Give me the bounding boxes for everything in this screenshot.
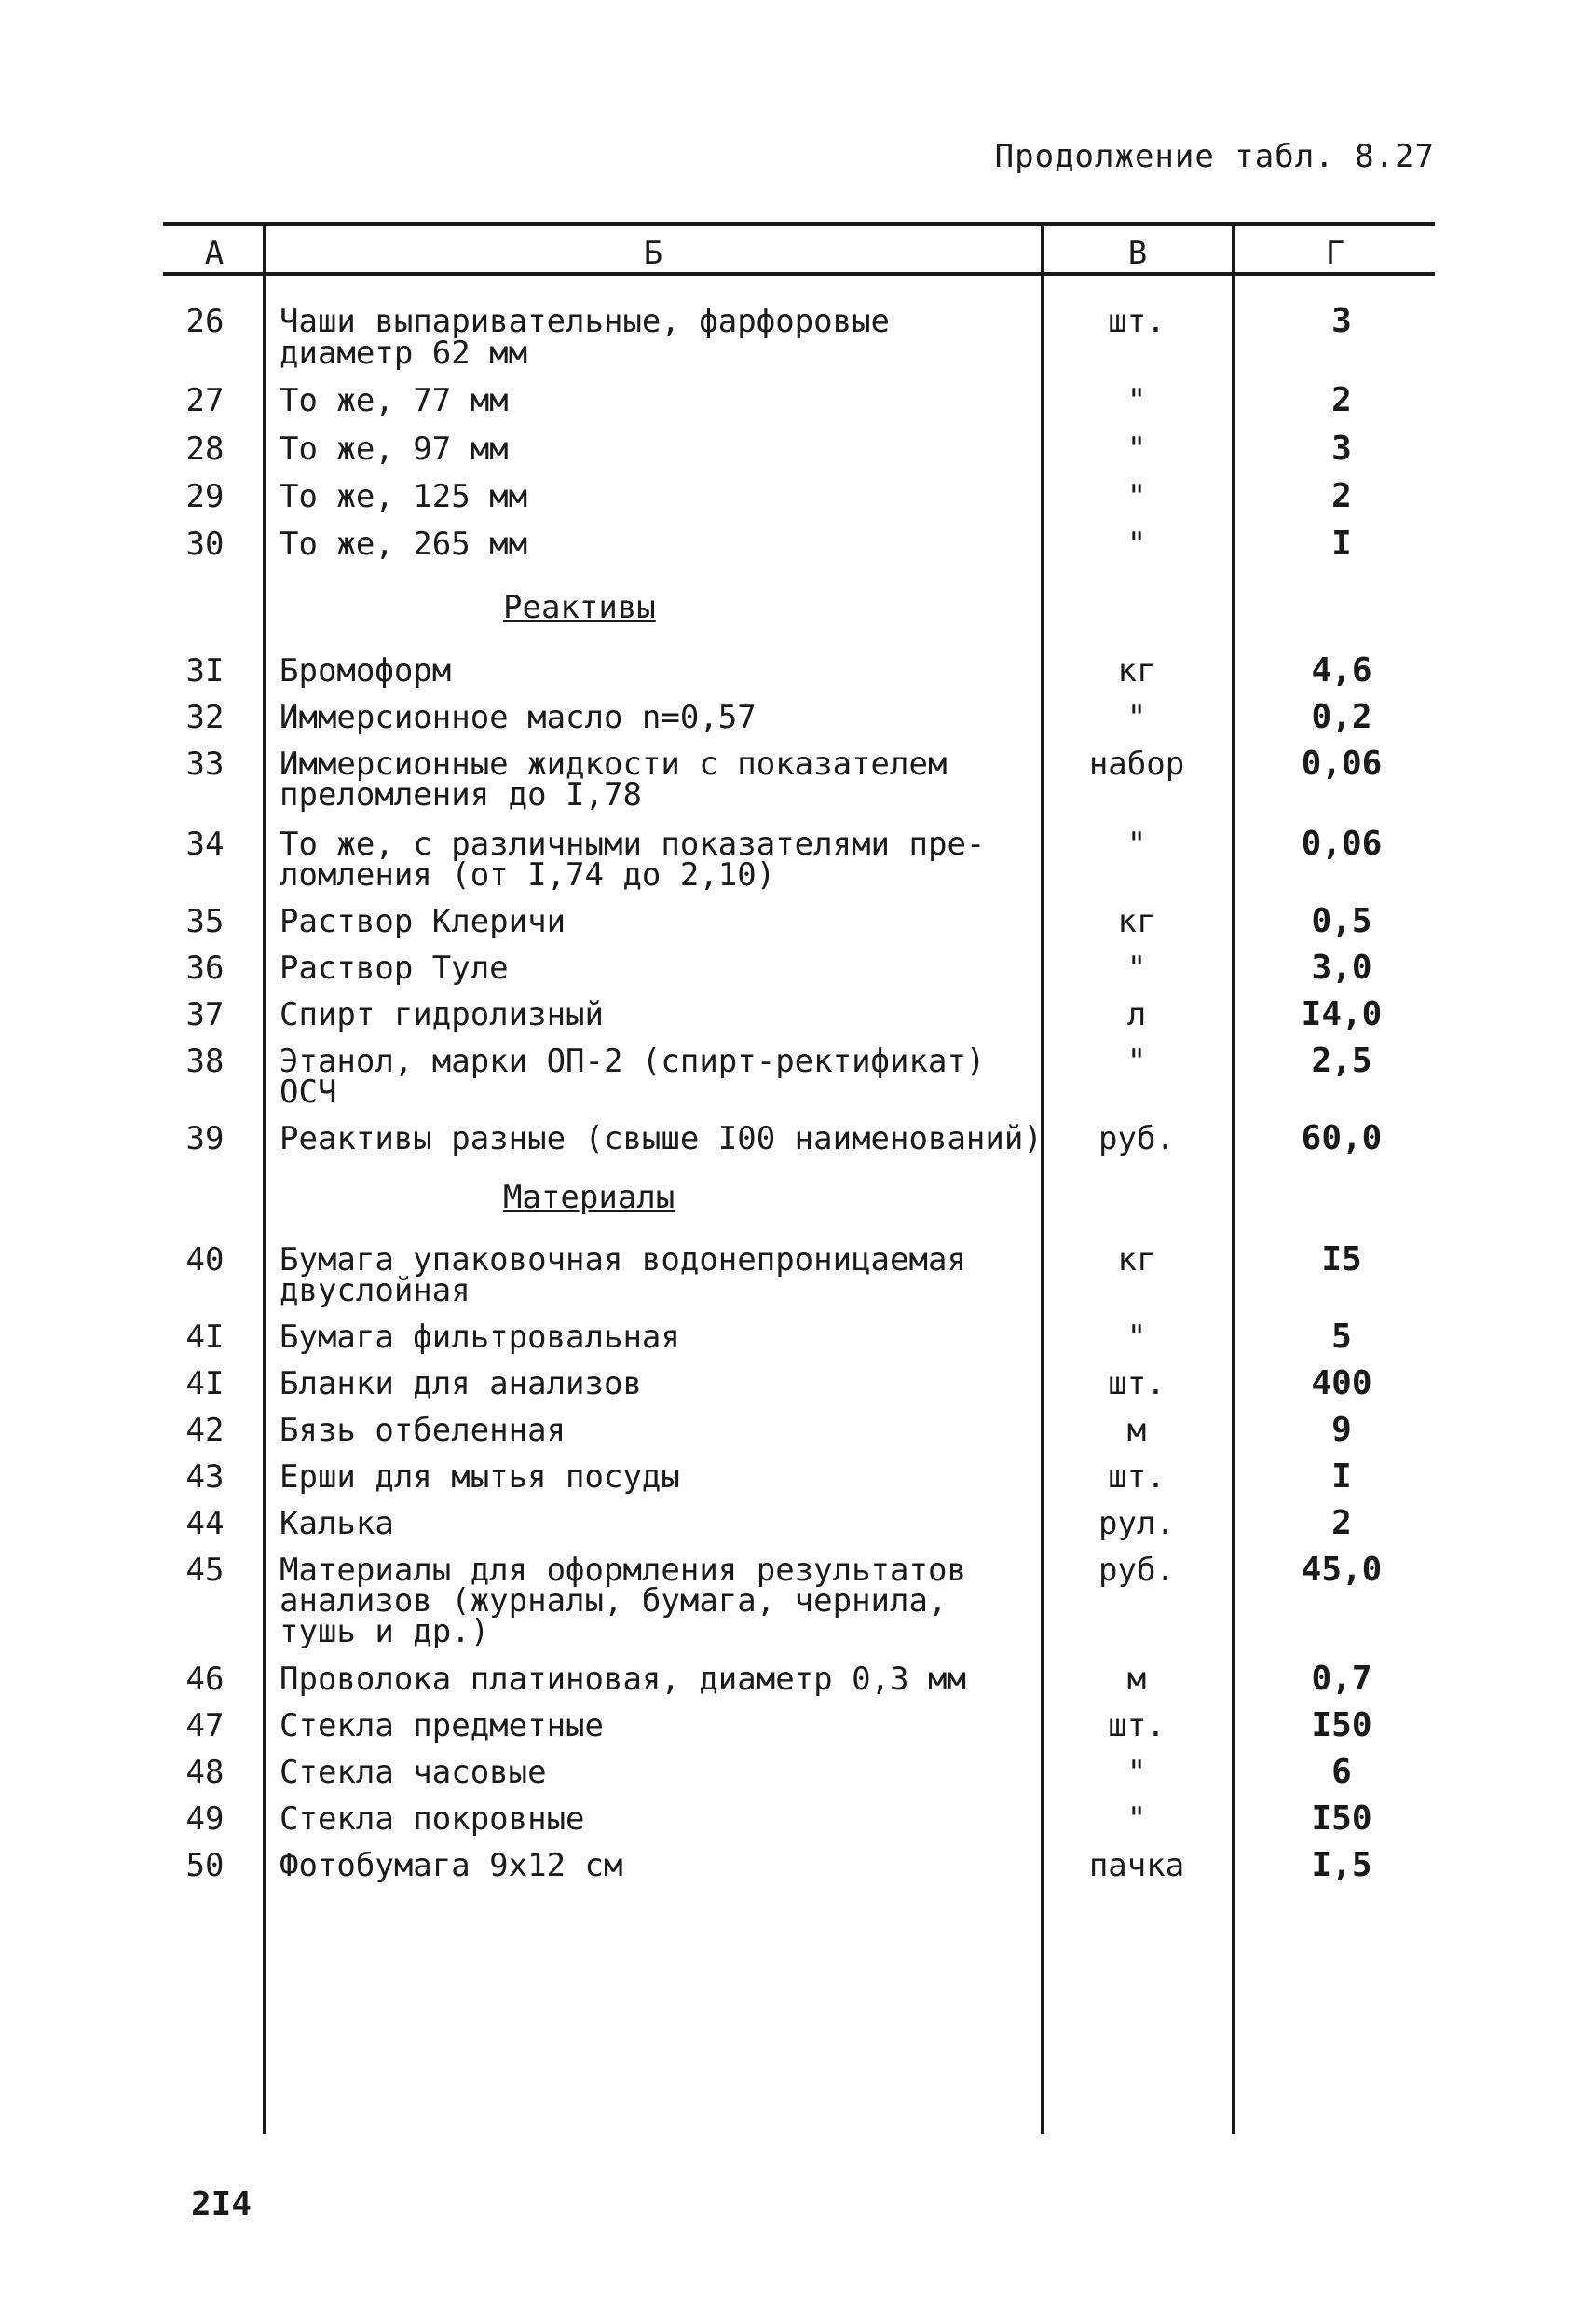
- row-unit: кг: [1117, 1241, 1156, 1279]
- row-unit: ": [1126, 382, 1147, 419]
- header-b: Б: [643, 235, 663, 272]
- row-quantity: 2: [1331, 477, 1352, 515]
- row-name: Чаши выпаривательные, фарфоровые: [280, 303, 891, 340]
- row-unit: шт.: [1108, 303, 1166, 340]
- row-name-cont: диаметр 62 мм: [280, 335, 528, 372]
- row-quantity: I: [1331, 1457, 1352, 1496]
- row-quantity: 9: [1331, 1411, 1352, 1449]
- row-quantity: I: [1331, 525, 1352, 563]
- row-number: 38: [185, 1043, 225, 1080]
- row-unit: пачка: [1088, 1847, 1185, 1884]
- row-unit: кг: [1117, 652, 1156, 690]
- row-name: Стекла предметные: [280, 1707, 604, 1744]
- row-number: 50: [185, 1847, 225, 1884]
- row-number: 46: [185, 1661, 225, 1698]
- row-number: 34: [185, 826, 225, 863]
- row-name: То же, 265 мм: [280, 526, 528, 563]
- row-quantity: 0,7: [1311, 1660, 1372, 1698]
- row-name: То же, 77 мм: [280, 382, 509, 419]
- row-name-cont: тушь и др.): [280, 1613, 490, 1650]
- row-number: 35: [185, 903, 225, 940]
- row-name: Спирт гидролизный: [280, 996, 604, 1033]
- row-number: 28: [185, 431, 225, 468]
- page-number: 2I4: [191, 2185, 252, 2223]
- header-v: В: [1127, 235, 1148, 272]
- row-name: Раствор Туле: [280, 950, 509, 987]
- row-unit: ": [1126, 699, 1147, 736]
- row-number: 4I: [185, 1365, 225, 1402]
- row-name: Материалы для оформления результатов: [280, 1552, 966, 1589]
- row-quantity: 400: [1311, 1364, 1372, 1402]
- row-unit: ": [1126, 431, 1147, 468]
- row-number: 4I: [185, 1319, 225, 1356]
- row-number: 29: [185, 478, 225, 515]
- row-unit: руб.: [1098, 1120, 1175, 1157]
- row-name-cont: анализов (журналы, бумага, чернила,: [280, 1582, 948, 1620]
- row-name-cont: ломления (от I,74 до 2,10): [280, 856, 776, 894]
- row-number: 33: [185, 745, 225, 783]
- row-number: 40: [185, 1241, 225, 1279]
- row-quantity: 60,0: [1301, 1119, 1383, 1157]
- row-quantity: 0,2: [1311, 698, 1372, 736]
- row-unit: рул.: [1098, 1505, 1175, 1542]
- row-number: 47: [185, 1707, 225, 1744]
- row-name: Стекла покровные: [280, 1800, 585, 1838]
- row-name: Фотобумага 9х12 см: [280, 1847, 623, 1884]
- row-number: 43: [185, 1458, 225, 1496]
- row-unit: м: [1126, 1661, 1147, 1698]
- row-number: 39: [185, 1120, 225, 1157]
- row-unit: ": [1126, 526, 1147, 563]
- row-name: Калька: [280, 1505, 394, 1542]
- row-name: Стекла часовые: [280, 1754, 547, 1791]
- row-name: Ерши для мытья посуды: [280, 1458, 680, 1496]
- row-unit: кг: [1117, 903, 1156, 940]
- row-unit: шт.: [1108, 1458, 1166, 1496]
- row-name: То же, 125 мм: [280, 478, 528, 515]
- row-number: 48: [185, 1754, 225, 1791]
- row-number: 45: [185, 1552, 225, 1589]
- row-quantity: 5: [1331, 1318, 1352, 1356]
- row-number: 26: [185, 303, 225, 340]
- row-name-cont: преломления до I,78: [280, 776, 642, 814]
- row-quantity: I50: [1311, 1706, 1372, 1744]
- row-name: То же, с различными показателями пре-: [280, 826, 986, 863]
- row-name: Реактивы разные (свыше I00 наименований): [280, 1120, 1043, 1157]
- row-quantity: I5: [1321, 1240, 1362, 1279]
- row-quantity: 0,06: [1301, 825, 1383, 863]
- row-number: 36: [185, 950, 225, 987]
- row-unit: ": [1126, 826, 1147, 863]
- row-quantity: 2: [1331, 1504, 1352, 1542]
- table-top-rule: [163, 222, 1435, 226]
- row-name: Бязь отбеленная: [280, 1412, 566, 1449]
- row-unit: ": [1126, 950, 1147, 987]
- row-unit: м: [1126, 1412, 1147, 1449]
- row-quantity: 3: [1331, 302, 1352, 340]
- row-unit: ": [1126, 1800, 1147, 1838]
- row-name: Бумага упаковочная водонепроницаемая: [280, 1241, 966, 1279]
- row-name: Бромоформ: [280, 652, 452, 690]
- row-quantity: 4,6: [1311, 651, 1372, 690]
- row-number: 37: [185, 996, 225, 1033]
- row-name: Иммерсионное масло n=0,57: [280, 699, 757, 736]
- row-number: 27: [185, 382, 225, 419]
- table-caption: Продолжение табл. 8.27: [994, 138, 1435, 175]
- row-quantity: 3: [1331, 430, 1352, 468]
- row-name-cont: ОСЧ: [280, 1073, 337, 1111]
- row-name: То же, 97 мм: [280, 431, 509, 468]
- row-unit: л: [1126, 996, 1147, 1033]
- table-header-rule: [163, 272, 1435, 276]
- row-quantity: 3,0: [1311, 949, 1372, 987]
- row-quantity: I,5: [1311, 1846, 1372, 1884]
- row-quantity: 2,5: [1311, 1042, 1372, 1080]
- row-quantity: I4,0: [1301, 995, 1383, 1033]
- row-unit: ": [1126, 1319, 1147, 1356]
- row-unit: шт.: [1108, 1365, 1166, 1402]
- row-name: Иммерсионные жидкости с показателем: [280, 745, 948, 783]
- row-quantity: 2: [1331, 381, 1352, 419]
- row-quantity: I50: [1311, 1799, 1372, 1838]
- row-number: 3I: [185, 652, 225, 690]
- row-name-cont: двуслойная: [280, 1272, 471, 1309]
- row-number: 49: [185, 1800, 225, 1838]
- row-name: Раствор Клеричи: [280, 903, 566, 940]
- row-name: Проволока платиновая, диаметр 0,3 мм: [280, 1661, 966, 1698]
- row-quantity: 6: [1331, 1753, 1352, 1791]
- row-unit: ": [1126, 478, 1147, 515]
- header-a: А: [204, 235, 225, 272]
- row-number: 42: [185, 1412, 225, 1449]
- row-unit: ": [1126, 1754, 1147, 1791]
- column-divider-a: [263, 224, 266, 2134]
- row-unit: шт.: [1108, 1707, 1166, 1744]
- row-number: 32: [185, 699, 225, 736]
- row-number: 44: [185, 1505, 225, 1542]
- row-quantity: 0,5: [1311, 902, 1372, 940]
- row-unit: руб.: [1098, 1552, 1175, 1589]
- header-g: Г: [1325, 235, 1345, 272]
- row-unit: набор: [1088, 745, 1185, 783]
- row-quantity: 45,0: [1301, 1551, 1383, 1589]
- section-heading-materials: Материалы: [503, 1179, 675, 1216]
- row-unit: ": [1126, 1043, 1147, 1080]
- row-name: Бланки для анализов: [280, 1365, 642, 1402]
- row-name: Этанол, марки ОП-2 (спирт-ректификат): [280, 1043, 986, 1080]
- section-heading-reagents: Реактивы: [503, 589, 656, 626]
- row-name: Бумага фильтровальная: [280, 1319, 680, 1356]
- row-quantity: 0,06: [1301, 745, 1383, 783]
- row-number: 30: [185, 526, 225, 563]
